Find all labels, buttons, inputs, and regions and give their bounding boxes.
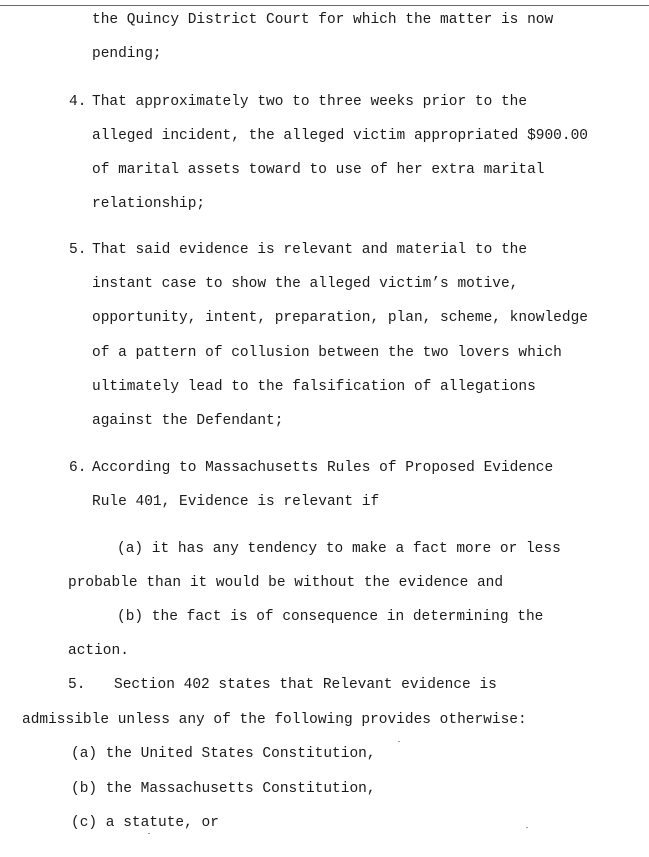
text-line: of marital assets toward to use of her extra marital — [92, 162, 545, 178]
top-border-rule — [0, 5, 649, 6]
list-number: 5. — [69, 242, 87, 258]
text-line: (b) the fact is of consequence in determining the — [117, 609, 544, 625]
list-number: 6. — [69, 460, 87, 476]
text-line: opportunity, intent, preparation, plan, scheme, knowledge — [92, 310, 588, 326]
text-line: Section 402 states that Relevant evidence is — [114, 677, 497, 693]
text-line: relationship; — [92, 196, 206, 212]
paragraph-number: 5. — [68, 677, 86, 693]
text-line: (a) the United States Constitution, — [71, 746, 376, 762]
text-line: admissible unless any of the following provides otherwise: — [22, 712, 527, 728]
text-line: against the Defendant; — [92, 413, 284, 429]
text-line: alleged incident, the alleged victim appropriated $900.00 — [92, 128, 588, 144]
list-number: 4. — [69, 94, 87, 110]
text-line: the Quincy District Court for which the matter is now — [92, 12, 554, 28]
text-line: (b) the Massachusetts Constitution, — [71, 781, 376, 797]
text-line: Rule 401, Evidence is relevant if — [92, 494, 380, 510]
text-line: (a) it has any tendency to make a fact more or less — [117, 541, 561, 557]
text-line: (c) a statute, or — [71, 815, 219, 831]
text-line: of a pattern of collusion between the two lovers which — [92, 345, 562, 361]
text-line: That approximately two to three weeks prior to the — [92, 94, 528, 110]
text-line: That said evidence is relevant and material to the — [92, 242, 528, 258]
text-line: According to Massachusetts Rules of Proposed Evidence — [92, 460, 554, 476]
text-line: instant case to show the alleged victim’s motive, — [92, 276, 519, 292]
scan-speck — [398, 741, 400, 742]
text-line: ultimately lead to the falsification of allegations — [92, 379, 536, 395]
text-line: pending; — [92, 46, 162, 62]
scan-speck — [526, 827, 528, 828]
scan-speck — [148, 833, 150, 834]
text-line: action. — [68, 643, 129, 659]
text-line: probable than it would be without the evidence and — [68, 575, 504, 591]
